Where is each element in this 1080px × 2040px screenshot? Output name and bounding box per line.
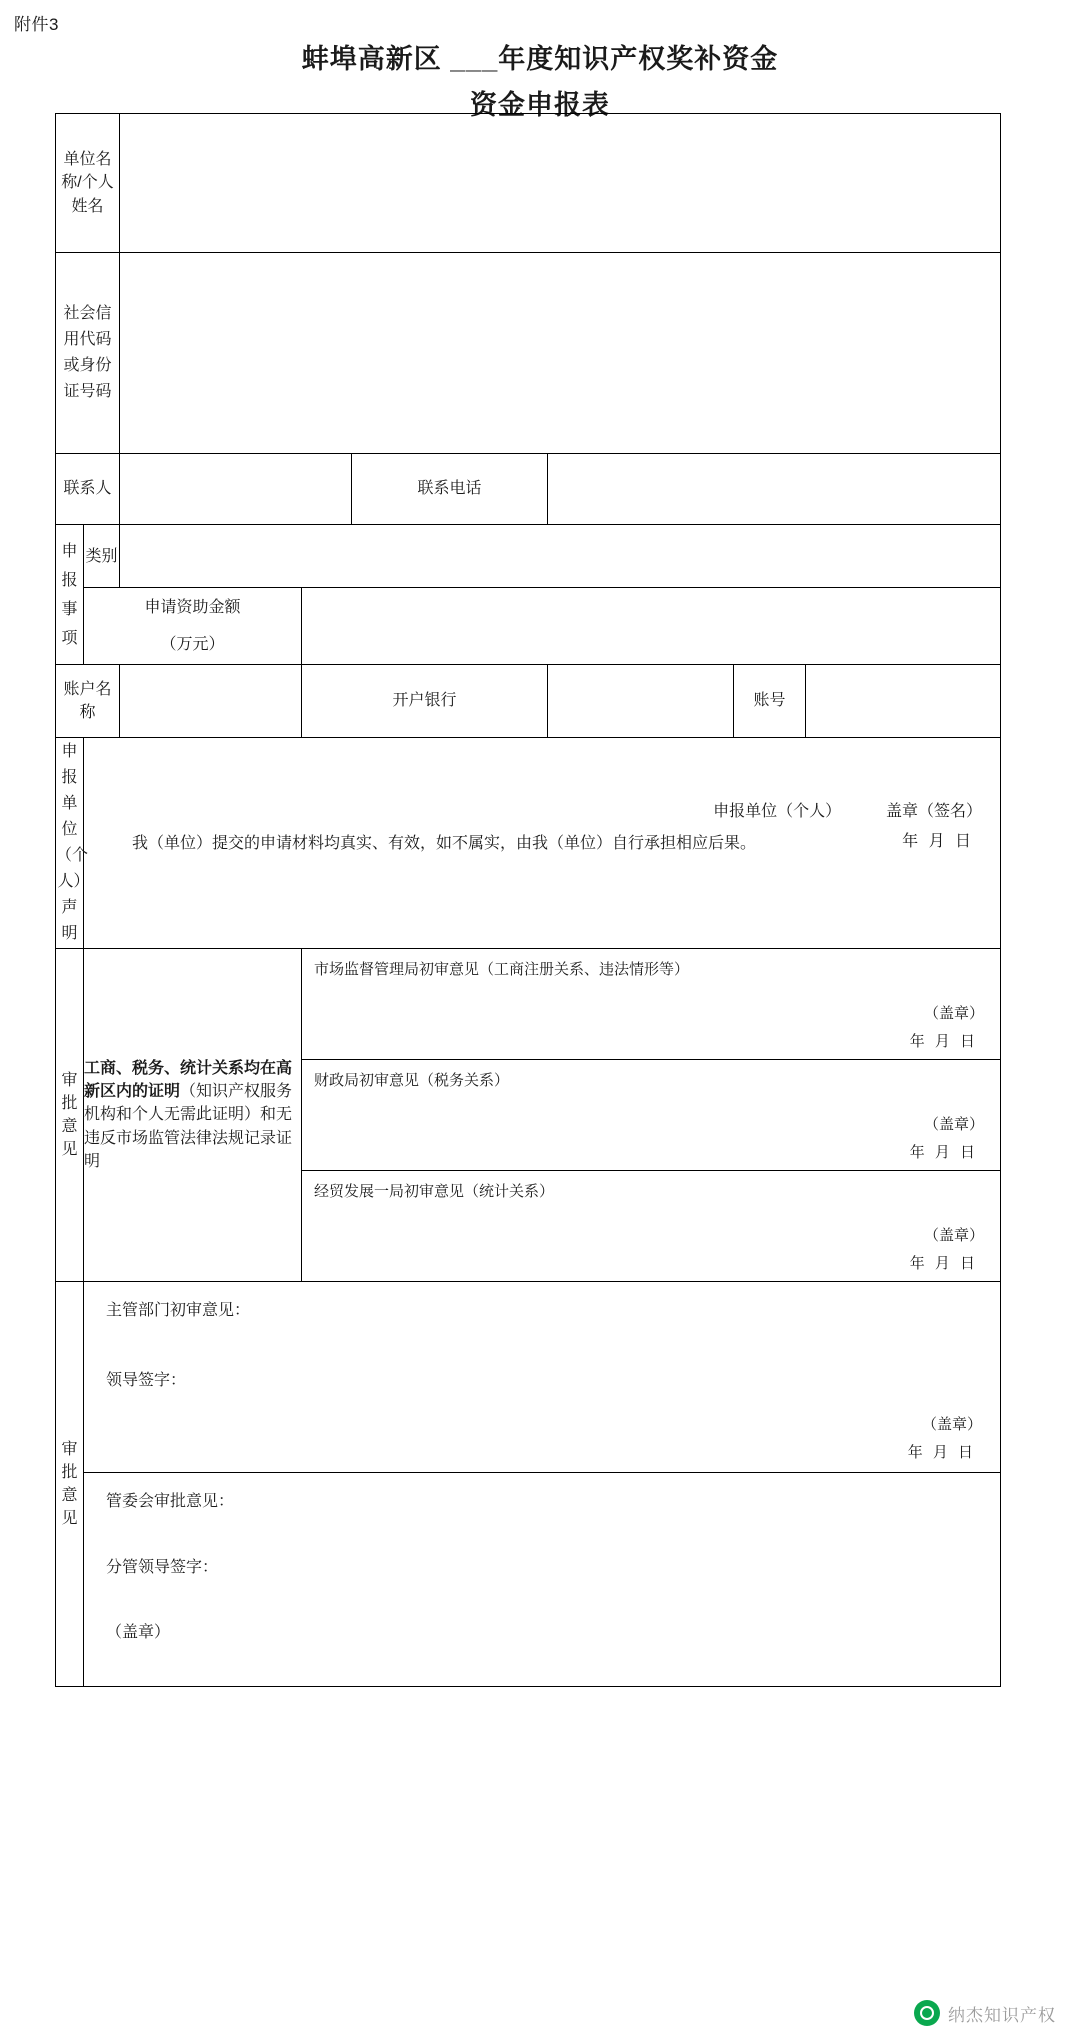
title-line-2: 资金申报表 [470, 90, 610, 120]
label-review-opinions: 审批意见 [56, 949, 84, 1282]
input-account-name[interactable] [120, 665, 302, 738]
review-opinion-trade[interactable] [302, 1171, 1000, 1282]
certification-requirement-rest: （知识产权服务机构和个人无需此证明）和无违反市场监管法律法规记录证明 [84, 1083, 293, 1170]
review-opinion-trade-date[interactable]: 年 月 日 [909, 1255, 979, 1273]
label-apply-amount-unit: （万元） [160, 636, 225, 653]
label-unit-name: 单位名称/个人姓名 [56, 114, 120, 253]
review-opinion-row-trade [302, 1171, 1000, 1282]
application-form-table [55, 113, 1001, 1687]
table-row-declaration [56, 738, 1001, 949]
table-row-unit-name [56, 114, 1001, 253]
department-opinion-label: 主管部门初审意见： [106, 1302, 251, 1319]
review-opinion-stack [302, 949, 1001, 1282]
committee-approval-area[interactable] [84, 1473, 1001, 1687]
circle-logo-icon [914, 2000, 940, 2026]
label-contact-person: 联系人 [56, 454, 120, 525]
department-date-label[interactable]: 年 月 日 [907, 1444, 977, 1462]
department-seal-label[interactable]: （盖章） [922, 1416, 983, 1434]
review-opinion-row-market [302, 949, 1000, 1060]
review-opinion-market-date[interactable]: 年 月 日 [909, 1033, 979, 1051]
input-unit-name[interactable] [120, 114, 1001, 253]
label-credit-code: 社会信用代码或身份证号码 [56, 253, 120, 454]
review-opinion-finance-seal[interactable]: （盖章） [924, 1116, 985, 1134]
review-opinion-row-finance [302, 1060, 1000, 1171]
input-apply-amount[interactable] [302, 588, 1001, 665]
table-row-preliminary-review [56, 949, 1001, 1282]
input-credit-code[interactable] [120, 253, 1001, 454]
input-contact-phone[interactable] [548, 454, 1001, 525]
label-account-number: 账号 [734, 665, 806, 738]
table-row-department-approval [56, 1282, 1001, 1473]
review-opinion-finance-title: 财政局初审意见（税务关系） [314, 1072, 510, 1089]
certification-requirement [84, 949, 302, 1282]
label-apply-amount-line1: 申请资助金额 [144, 598, 241, 616]
review-opinion-market-seal[interactable]: （盖章） [924, 1005, 985, 1023]
label-apply-amount [84, 588, 302, 665]
declaration-signature-row [713, 800, 982, 823]
review-opinion-trade-title: 经贸发展一局初审意见（统计关系） [314, 1183, 555, 1200]
attachment-tag: 附件3 [14, 15, 59, 34]
committee-seal-label[interactable]: （盖章） [106, 1624, 171, 1642]
watermark [914, 2000, 1056, 2026]
table-row-contact [56, 454, 1001, 525]
department-approval-area[interactable] [84, 1282, 1001, 1473]
table-row-category [56, 525, 1001, 588]
review-opinion-inner-table [302, 949, 1000, 1281]
declaration-date-label[interactable]: 年 月 日 [902, 833, 975, 851]
declaration-signer-label: 申报单位（个人） [713, 803, 842, 821]
label-apply-matter: 申报事项 [56, 525, 84, 665]
review-opinion-market-title: 市场监督管理局初审意见（工商注册关系、违法情形等） [314, 961, 690, 978]
table-row-committee-approval [56, 1473, 1001, 1687]
input-category[interactable] [120, 525, 1001, 588]
table-row-amount [56, 588, 1001, 665]
label-declaration: 申报单位（个人）声明 [56, 738, 84, 949]
table-row-account [56, 665, 1001, 738]
label-category: 类别 [84, 525, 120, 588]
input-open-bank[interactable] [548, 665, 734, 738]
label-account-name: 账户名称 [56, 665, 120, 738]
title-line-1: 蚌埠高新区 ___年度知识产权奖补资金 [301, 44, 779, 74]
deputy-leader-signature-label: 分管领导签字： [106, 1558, 219, 1576]
watermark-label: 纳杰知识产权 [948, 2005, 1056, 2025]
committee-opinion-label: 管委会审批意见： [106, 1493, 235, 1510]
input-contact-person[interactable] [120, 454, 352, 525]
declaration-seal-label[interactable]: 盖章（签名） [886, 803, 983, 821]
review-opinion-finance-date[interactable]: 年 月 日 [909, 1144, 979, 1162]
table-row-credit-code [56, 253, 1001, 454]
certification-requirement-bold: 工商、税务、统计关系均在高新区内的证明 [84, 1060, 293, 1101]
label-open-bank: 开户银行 [302, 665, 548, 738]
declaration-area [84, 738, 1001, 949]
review-opinion-market[interactable] [302, 949, 1000, 1060]
review-opinion-finance[interactable] [302, 1060, 1000, 1171]
review-opinion-trade-seal[interactable]: （盖章） [924, 1227, 985, 1245]
label-contact-phone: 联系电话 [352, 454, 548, 525]
leader-signature-label: 领导签字： [106, 1371, 187, 1389]
declaration-text: 我（单位）提交的申请材料均真实、有效，如不属实，由我（单位）自行承担相应后果。 [132, 835, 757, 853]
label-approval-opinions: 审批意见 [56, 1282, 84, 1687]
input-account-number[interactable] [806, 665, 1001, 738]
